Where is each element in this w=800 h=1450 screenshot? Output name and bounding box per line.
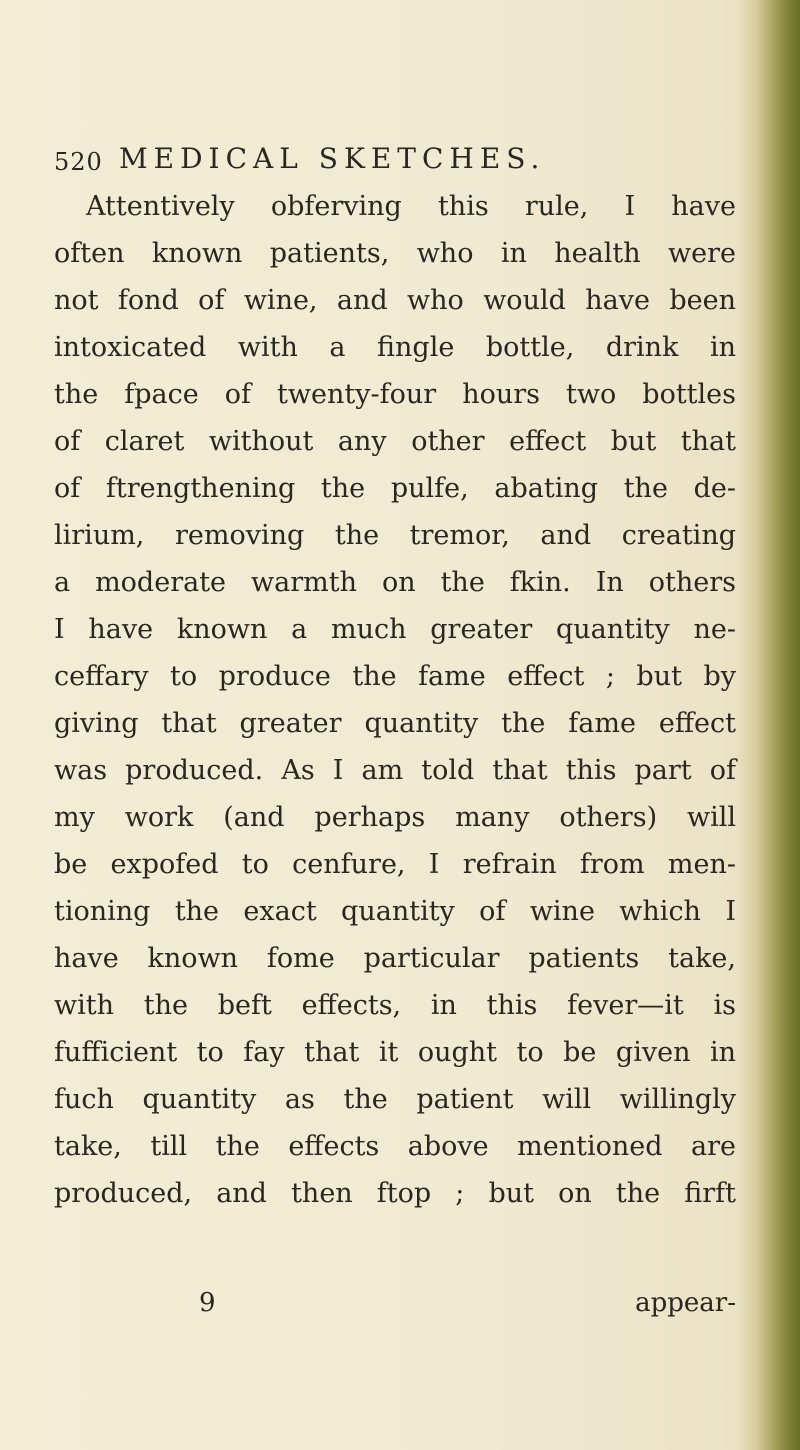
text-line: not fond of wine, and who would have been [54, 285, 736, 316]
text-line: fufficient to fay that it ought to be given in [54, 1037, 736, 1068]
text-line: lirium, removing the tremor, and creating [54, 520, 736, 551]
text-line: a moderate warmth on the fkin. In others [54, 567, 736, 598]
text-line: ceffary to produce the fame effect ; but by [54, 661, 736, 692]
signature-mark: 9 [199, 1288, 216, 1318]
text-line: intoxicated with a fingle bottle, drink in [54, 332, 736, 363]
text-line: be expofed to cenfure, I refrain from men- [54, 849, 736, 880]
body-text [54, 183, 736, 1217]
text-line: was produced. As I am told that this part of [54, 755, 736, 786]
text-line: fuch quantity as the patient will willingly [54, 1084, 736, 1115]
text-line: take, till the effects above mentioned are [54, 1131, 736, 1162]
text-line: the fpace of twenty-four hours two bottles [54, 379, 736, 410]
text-line: of claret without any other effect but that [54, 426, 736, 457]
text-line: my work (and perhaps many others) will [54, 802, 736, 833]
text-line: I have known a much greater quantity ne- [54, 614, 736, 645]
text-line: giving that greater quantity the fame effect [54, 708, 736, 739]
text-line: produced, and then ftop ; but on the firft [54, 1178, 736, 1209]
text-line: tioning the exact quantity of wine which I [54, 896, 736, 927]
running-title: MEDICAL SKETCHES. [119, 142, 546, 175]
text-line: with the beft effects, in this fever—it is [54, 990, 736, 1021]
text-line: Attentively obferving this rule, I have [86, 191, 736, 222]
text-line: have known fome particular patients take, [54, 943, 736, 974]
running-head [54, 142, 674, 182]
text-line: often known patients, who in health were [54, 238, 736, 269]
page-footer [54, 1288, 736, 1328]
page-edge-shadow [758, 0, 800, 1450]
page-number: 520 [54, 148, 103, 176]
catchword: appear- [635, 1288, 736, 1318]
text-line: of ftrengthening the pulfe, abating the de- [54, 473, 736, 504]
